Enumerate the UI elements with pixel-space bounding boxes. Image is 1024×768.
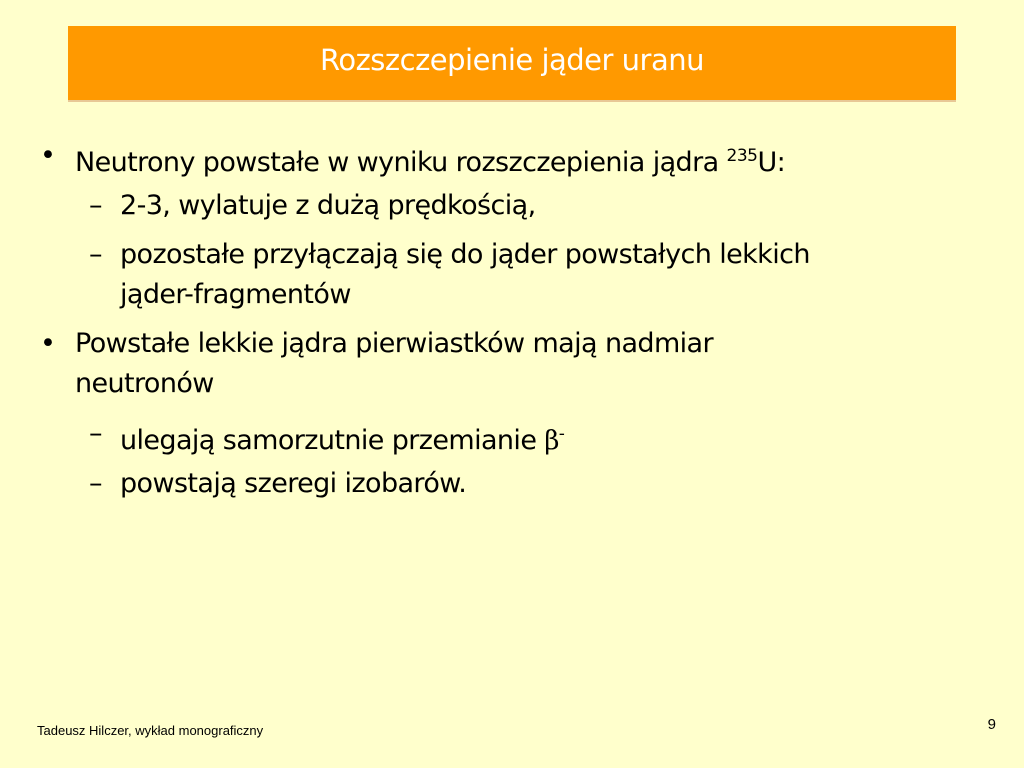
bullet-2-line-2: neutronów <box>75 368 214 399</box>
bullet-1-text-before: Neutrony powstałe w wyniku rozszczepienia jądra <box>75 147 727 178</box>
sub-bullet-marker: – <box>89 239 103 270</box>
bullet-2-line-1: Powstałe lekkie jądra pierwiastków mają nadmiar <box>75 328 713 359</box>
sub-bullet-marker: – <box>89 190 103 221</box>
bullet-marker: • <box>40 140 56 171</box>
sub-bullet-marker: – <box>89 468 103 499</box>
bullet-1-text-after: U: <box>757 147 786 178</box>
sub-bullet-1-2-line-1: pozostałe przyłączają się do jąder powstałych lekkich <box>120 239 810 270</box>
isotope-mass-number: 235 <box>726 146 758 166</box>
sub-bullet-marker: – <box>89 418 103 449</box>
sub-bullet-1-2-line-2: jąder-fragmentów <box>120 279 351 310</box>
bullet-1-text <box>75 140 785 179</box>
sub-bullet-2-1-text-before: ulegają samorzutnie przemianie <box>120 425 545 456</box>
bullet-marker: • <box>40 328 56 359</box>
beta-symbol: β <box>544 426 559 456</box>
slide-title: Rozszczepienie jąder uranu <box>319 43 704 77</box>
beta-minus-superscript: - <box>558 424 565 444</box>
sub-bullet-1-1-text: 2-3, wylatuje z dużą prędkością, <box>120 190 536 221</box>
sub-bullet-2-1-text <box>120 418 564 457</box>
footer-author: Tadeusz Hilczer, wykład monograficzny <box>37 723 264 738</box>
sub-bullet-2-2-text: powstają szeregi izobarów. <box>120 468 467 499</box>
page-number: 9 <box>987 716 996 733</box>
